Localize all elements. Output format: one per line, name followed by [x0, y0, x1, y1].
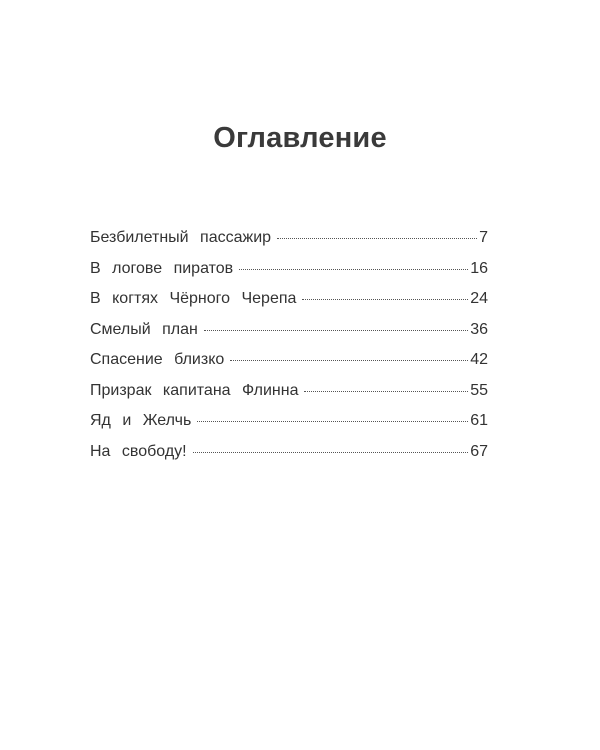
- toc-entry[interactable]: [90, 442, 488, 473]
- toc-entry-title: В логове пиратов: [90, 259, 234, 277]
- toc-page-number: 24: [470, 290, 488, 307]
- toc-entry-title: На свободу!: [90, 442, 187, 460]
- toc-entry-title: Спасение близко: [90, 351, 225, 368]
- toc-entry[interactable]: [90, 411, 488, 442]
- toc-entry-title: В когтях Чёрного Черепа: [90, 290, 297, 307]
- table-of-contents: [90, 228, 488, 472]
- dot-leader: [193, 452, 469, 453]
- toc-page-number: 55: [470, 381, 488, 399]
- toc-page-number: 7: [479, 229, 488, 246]
- toc-entry-title: Смелый план: [90, 320, 198, 338]
- toc-page-number: 67: [470, 442, 488, 460]
- toc-page-number: 42: [470, 351, 488, 368]
- toc-entry[interactable]: [90, 350, 488, 381]
- toc-entry-title: Призрак капитана Флинна: [90, 381, 299, 399]
- toc-entry[interactable]: [90, 381, 488, 412]
- dot-leader: [239, 269, 468, 270]
- dot-leader: [230, 360, 468, 361]
- toc-entry[interactable]: [90, 289, 488, 320]
- dot-leader: [197, 421, 468, 422]
- toc-entry[interactable]: [90, 228, 488, 259]
- dot-leader: [277, 238, 477, 239]
- toc-entry-title: Яд и Желчь: [90, 412, 192, 429]
- toc-page-number: 16: [470, 259, 488, 277]
- toc-page-number: 36: [470, 320, 488, 338]
- dot-leader: [304, 391, 468, 392]
- toc-entry[interactable]: [90, 259, 488, 290]
- dot-leader: [302, 299, 468, 300]
- toc-page-number: 61: [470, 412, 488, 429]
- toc-entry[interactable]: [90, 320, 488, 351]
- page-title: Оглавление: [213, 122, 387, 154]
- dot-leader: [204, 330, 468, 331]
- toc-entry-title: Безбилетный пассажир: [90, 229, 272, 246]
